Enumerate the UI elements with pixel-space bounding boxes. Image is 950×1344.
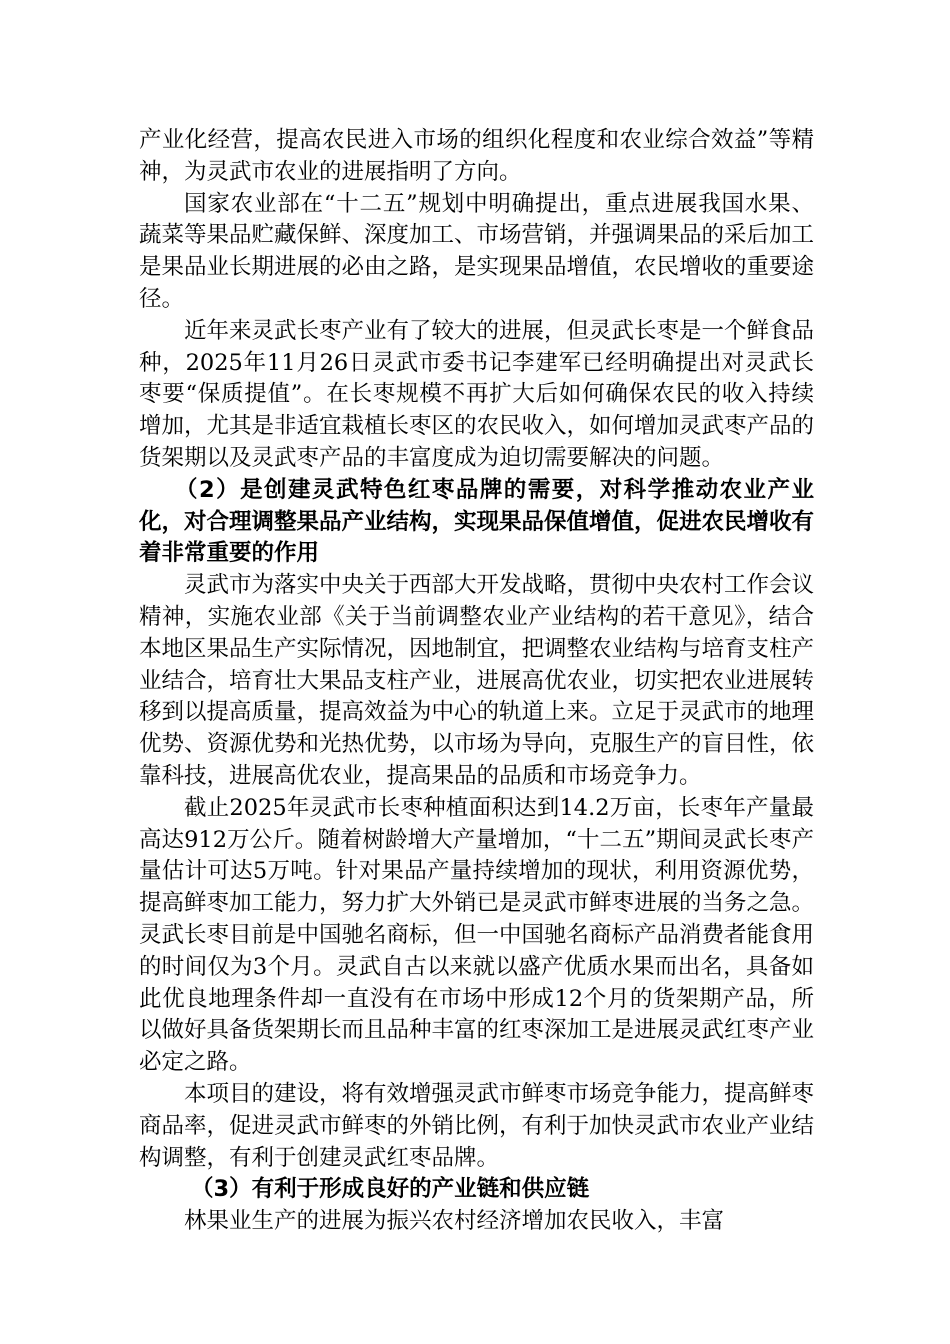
paragraph-forestry-fruit: 林果业生产的进展为振兴农村经济增加农民收入，丰富: [184, 1208, 725, 1235]
section-heading-brand: （2）是创建灵武特色红枣品牌的需要，对科学推动农业产业化，对合理调整果品产业结构，实现果品保值增值，促进农民增收有着非常重要的作用: [139, 476, 815, 567]
paragraph-structure-adjustment: 灵武市为落实中央关于西部大开发战略，贯彻中央农村工作会议精神，实施农业部《关于当前调整农业产业结构的若干意见》，结合本地区果品生产实际情况，因地制宜，把调整农业结构与培育支柱产业结合，培育壮大果品支柱产业，进展高优农业，切实把农业进展转移到以提高质量，提高效益为中心的轨道上来。立足于灵武市的地理优势、资源优势和光热优势，以市场为导向，克服生产的盲目性，依靠科技，进展高优农业，提高果品的品质和市场竞争力。: [139, 572, 815, 789]
paragraph-intro-continuation: 产业化经营，提高农民进入市场的组织化程度和农业综合效益”等精神，为灵武市农业的进展指明了方向。: [139, 127, 814, 185]
document-page: [139, 125, 814, 1238]
paragraph-jujube-industry: 近年来灵武长枣产业有了较大的进展，但灵武长枣是一个鲜食品种，2025年11月26日灵武市委书记李建军已经明确提出对灵武长枣要“保质提值”。在长枣规模不再扩大后如何确保农民的收入持续增加，尤其是非适宜栽植长枣区的农民收入，如何增加灵武枣产品的货架期以及灵武枣产品的丰富度成为迫切需要解决的问题。: [139, 317, 815, 471]
paragraph-project-benefits: 本项目的建设，将有效增强灵武市鲜枣市场竞争能力，提高鲜枣商品率，促进灵武市鲜枣的外销比例，有利于加快灵武市农业产业结构调整，有利于创建灵武红枣品牌。: [139, 1080, 815, 1171]
paragraph-ministry-plan: 国家农业部在“十二五”规划中明确提出，重点进展我国水果、蔬菜等果品贮藏保鲜、深度加工、市场营销，并强调果品的采后加工是果品业长期进展的必由之路，是实现果品增值，农民增收的重要途径。: [139, 190, 815, 312]
paragraph-production-stats: 截止2025年灵武市长枣种植面积达到14.2万亩，长枣年产量最高达912万公斤。随着树龄增大产量增加，“十二五”期间灵武长枣产量估计可达5万吨。针对果品产量持续增加的现状，利用资源优势，提高鲜枣加工能力，努力扩大外销已是灵武市鲜枣进展的当务之急。灵武长枣目前是中国驰名商标，但一中国驰名商标产品消费者能食用的时间仅为3个月。灵武自古以来就以盛产优质水果而出名，具备如此优良地理条件却一直没有在市场中形成12个月的货架期产品，所以做好具备货架期长而且品种丰富的红枣深加工是进展灵武红枣产业必定之路。: [139, 794, 815, 1076]
section-heading-supply-chain: （3）有利于形成良好的产业链和供应链: [191, 1176, 590, 1203]
